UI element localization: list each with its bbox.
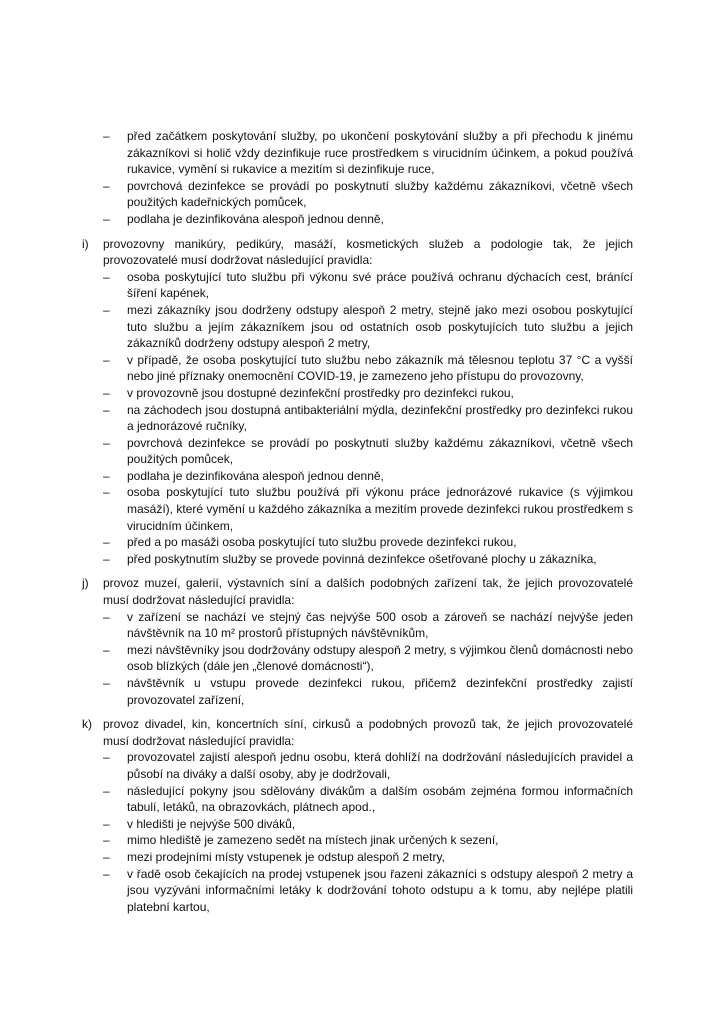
list-item: [82, 128, 633, 178]
list-dash: –: [103, 402, 110, 417]
list-item: [103, 832, 633, 849]
list-dash: –: [103, 849, 110, 864]
list-dash: –: [103, 551, 110, 566]
list-dash: –: [103, 385, 110, 400]
list-dash: –: [103, 750, 110, 765]
list-dash: –: [103, 833, 110, 848]
list-item-text: podlaha je dezinfikována alespoň jednou denně,: [127, 468, 384, 483]
list-dash: –: [103, 302, 110, 317]
list-item-text: před poskytnutím služby se provede povinná dezinfekce ošetřované plochy u zákazníka,: [127, 551, 597, 566]
list-item-text: podlaha je dezinfikována alespoň jednou denně,: [127, 211, 384, 226]
section-body: [103, 236, 633, 568]
list-item-text: mezi zákazníky jsou dodrženy odstupy alespoň 2 metry, stejně jako mezi osobou poskytující tuto službu a jejím zákazníkem jsou od ostatních osob poskytujících tuto službu a jejich zákazníků dodrženy odstupy alespoň 2 metry,: [127, 302, 633, 351]
list-item: [103, 675, 633, 708]
list-item-text: povrchová dezinfekce se provádí po poskytnutí služby každému zákazníkovi, včetně všech použitých kadeřnických pomůcek,: [127, 178, 633, 210]
list-item-text: mezi prodejními místy vstupenek je odstup alespoň 2 metry,: [127, 849, 445, 864]
list-dash: –: [103, 816, 110, 831]
list-item: [103, 484, 633, 534]
list-item-text: v řadě osob čekajících na prodej vstupenek jsou řazeni zákazníci s odstupy alespoň 2 metry a jsou vyzýváni informačními letáky k dodržování tohoto odstupu a k tomu, aby nejlépe platili platební kartou,: [127, 866, 633, 914]
list-dash: –: [103, 352, 110, 367]
list-dash: –: [103, 435, 110, 450]
list-dash: –: [103, 676, 110, 690]
list-dash: –: [103, 866, 110, 881]
list-item: [103, 435, 633, 468]
list-dash: –: [103, 609, 110, 624]
list-item: [103, 749, 633, 782]
list-item: [82, 178, 633, 211]
list-item: [103, 269, 633, 302]
section-label: k): [82, 717, 92, 732]
list-item: [82, 211, 633, 228]
list-item-text: v zařízení se nachází ve stejný čas nejvýše 500 osob a zároveň se nachází nejvýše jeden návštěvník na 10 m² prostorů přístupných návštěvníkům,: [127, 609, 633, 641]
list-dash: –: [103, 211, 110, 226]
list-dash: –: [103, 642, 110, 657]
top-bullet-list: [82, 128, 633, 228]
section-j: [82, 575, 633, 708]
list-item-text: návštěvník u vstupu provede dezinfekci rukou, přičemž dezinfekční prostředky zajistí provozovatel zařízení,: [127, 676, 633, 707]
section-label: i): [82, 236, 89, 251]
list-item: [103, 402, 633, 435]
list-dash: –: [103, 129, 110, 143]
list-dash: –: [103, 269, 110, 284]
list-item: [103, 534, 633, 551]
section-intro: provoz muzeí, galerií, výstavních síní a dalších podobných zařízení tak, že jejich provozovatelé musí dodržovat následující pravidla:: [103, 576, 633, 608]
list-item: [103, 551, 633, 568]
list-dash: –: [103, 178, 110, 193]
list-dash: –: [103, 485, 110, 500]
list-item-text: v provozovně jsou dostupné dezinfekční prostředky pro dezinfekci rukou,: [127, 385, 514, 400]
list-item-text: osoba poskytující tuto službu při výkonu své práce používá ochranu dýchacích cest, bránící šíření kapének,: [127, 269, 633, 301]
list-item-text: v případě, že osoba poskytující tuto službu nebo zákazník má tělesnou teplotu 37 °C a vyšší nebo jiné příznaky onemocnění COVID-19, je zamezeno jeho přístupu do provozovny,: [127, 352, 633, 384]
list-dash: –: [103, 783, 110, 798]
list-item: [103, 866, 633, 916]
list-item-text: v hledišti je nejvýše 500 diváků,: [127, 816, 296, 831]
section-i: [82, 236, 633, 568]
list-item-text: mezi návštěvníky jsou dodržovány odstupy alespoň 2 metry, s výjimkou členů domácnosti nebo osob blízkých (dále jen „členové domácnosti“),: [127, 642, 633, 674]
list-item-text: osoba poskytující tuto službu používá při výkonu práce jednorázové rukavice (s výjimkou masáží), které vymění u každého zákazníka a mezitím provede dezinfekci rukou prostředkem s virucidním účinkem,: [127, 485, 633, 533]
section-k: [82, 716, 633, 915]
list-item-text: následující pokyny jsou sdělovány divákům a dalším osobám zejména formou informačních tabulí, letáků, na obrazovkách, plátnech apod.,: [127, 783, 633, 815]
list-item: [103, 302, 633, 352]
section-intro: provoz divadel, kin, koncertních síní, cirkusů a podobných provozů tak, že jejich provozovatelé musí dodržovat následující pravidla:: [103, 717, 633, 748]
section-body: [103, 575, 633, 708]
list-item: [103, 352, 633, 385]
list-item: [103, 609, 633, 642]
list-item: [103, 385, 633, 402]
list-item-text: na záchodech jsou dostupná antibakteriální mýdla, dezinfekční prostředky pro dezinfekci rukou a jednorázové ručníky,: [127, 402, 633, 434]
list-item-text: mimo hlediště je zamezeno sedět na místech jinak určených k sezení,: [127, 833, 499, 848]
list-item-text: před a po masáži osoba poskytující tuto službu provede dezinfekci rukou,: [127, 535, 517, 550]
section-label: j): [82, 576, 89, 591]
section-body: [103, 716, 633, 915]
list-item: [103, 849, 633, 866]
list-item-text: před začátkem poskytování služby, po ukončení poskytování služby a při přechodu k jinému zákazníkovi si holič vždy dezinfikuje ruce prostředkem s virucidním účinkem, a pokud používá rukavice, vymění si rukavice a mezitím si dezinfikuje ruce,: [127, 129, 633, 177]
list-dash: –: [103, 468, 110, 483]
list-item: [103, 468, 633, 485]
list-item-text: povrchová dezinfekce se provádí po poskytnutí služby každému zákazníkovi, včetně všech použitých pomůcek,: [127, 435, 633, 467]
list-item: [103, 642, 633, 675]
list-item: [103, 783, 633, 816]
list-dash: –: [103, 535, 110, 550]
list-item-text: provozovatel zajistí alespoň jednu osobu, která dohlíží na dodržování následujících pravidel a působí na diváky a další osoby, aby je dodržovali,: [127, 750, 633, 781]
list-item: [103, 816, 633, 833]
section-intro: provozovny manikúry, pedikúry, masáží, kosmetických služeb a podologie tak, že jejich provozovatelé musí dodržovat následující pravidla:: [103, 236, 633, 268]
